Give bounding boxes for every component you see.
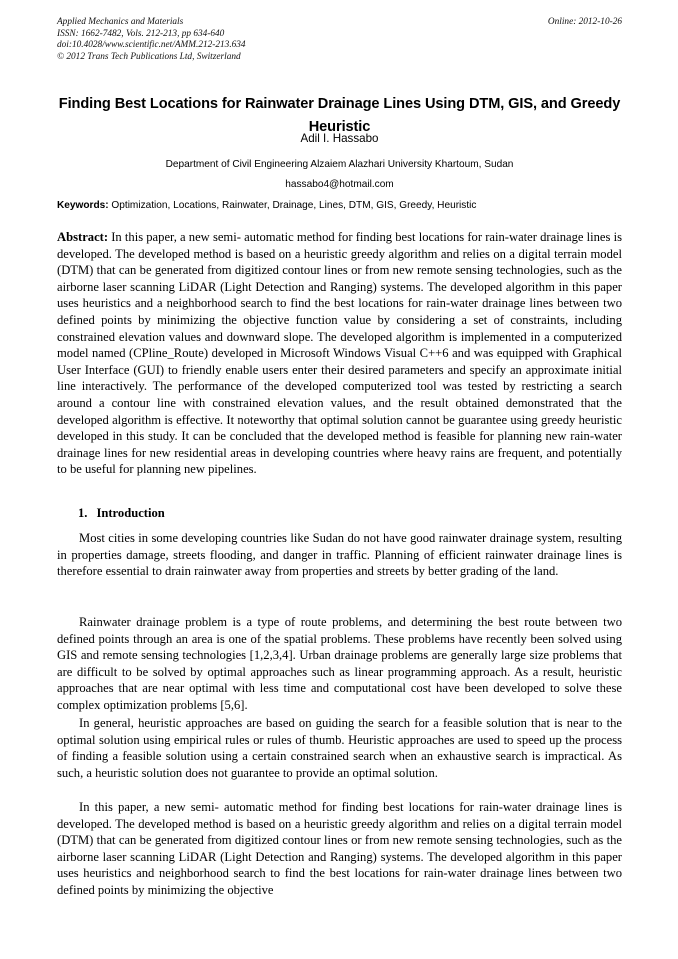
abstract-block bbox=[57, 229, 622, 478]
doi-line[interactable]: doi:10.4028/www.scientific.net/AMM.212-213.634 bbox=[57, 40, 246, 51]
abstract-text: In this paper, a new semi- automatic method for finding best locations for rain-water drainage lines is developed. The developed method is based on a heuristic greedy algorithm and relies on a digital terrain model (DTM) that can be generated from digitized contour lines or from new remote sensing technologies, such as the airborne laser scanning LiDAR (Light Detection and Ranging) systems. The developed algorithm in this paper uses heuristics and a neighborhood search to find the best locations for rain-water drainage lines between two defined points by minimizing the objective function value by considering a set of constraints, including constrained elevation values and downward slope. The developed algorithm is implemented in a computerized model named (CPline_Route) developed in Microsoft Windows Visual C++6 and was equipped with Graphical User Interface (GUI) to friendly enable users enter their desired parameters and specify an approximate initial line interactively. The performance of the developed computerized tool was tested by restricting a search around a contour line with constrained elevation values, and the result obtained demonstrated that the developed algorithm is effective. It noteworthy that optimal solution cannot be guarantee using greedy heuristic developed in this study. It can be concluded that the developed method is feasible for planning new rain-water drainage lines for new residential areas in developing countries where heavy rains are frequent, and potentially to be useful for planning new pipelines. bbox=[57, 230, 622, 477]
author-email[interactable]: hassabo4@hotmail.com bbox=[285, 179, 394, 190]
page-title: Finding Best Locations for Rainwater Drainage Lines Using DTM, GIS, and Greedy Heuristic bbox=[58, 95, 621, 135]
section-title: Introduction bbox=[96, 506, 165, 520]
author-name: Adil I. Hassabo bbox=[300, 132, 379, 145]
paragraph-text: In general, heuristic approaches are based on guiding the search for a feasible solution that is near to the optimal solution using empirical rules or rules of thumb. Heuristic approaches are used to speed up the process of finding a feasible solution using a certain constrained search when an exhaustive search is impractical. As such, a heuristic solution does not guarantee to provide an optimal solution. bbox=[57, 716, 622, 780]
keywords-line bbox=[57, 199, 622, 213]
copyright-line: © 2012 Trans Tech Publications Ltd, Switzerland bbox=[57, 51, 241, 62]
paragraph bbox=[57, 715, 622, 781]
section-heading-introduction bbox=[57, 505, 622, 522]
section-number: 1. bbox=[78, 506, 88, 520]
masthead-journal-row bbox=[57, 17, 622, 29]
paragraph-text: Rainwater drainage problem is a type of route problems, and determining the best route between two defined points through an area is one of the spatial problems. These problems have recently been solved using GIS and remote sensing technologies [1,2,3,4]. Urban drainage problems are generally large size problems that are difficult to be solved by optimal approaches such as linear programming approach. As a result, heuristic approaches that are near optimal with less time and computational cost have been developed to solve these complex optimization problems [5,6]. bbox=[57, 615, 622, 712]
keywords-label: Keywords: bbox=[57, 200, 109, 211]
abstract-label: Abstract: bbox=[57, 230, 109, 244]
online-date: Online: 2012-10-26 bbox=[547, 17, 622, 27]
keywords-value: Optimization, Locations, Rainwater, Drainage, Lines, DTM, GIS, Greedy, Heuristic bbox=[111, 200, 477, 211]
paragraph bbox=[57, 614, 622, 714]
paragraph-text: Most cities in some developing countries like Sudan do not have good rainwater drainage system, resulting in properties damage, streets flooding, and danger in traffic. Planning of efficient rainwater drainage lines is therefore essential to drain rainwater away from properties and streets by better grading of the land. bbox=[57, 531, 622, 579]
paragraph bbox=[57, 799, 622, 899]
paragraph-text: In this paper, a new semi- automatic method for finding best locations for rain-water drainage lines is developed. The developed method is based on a heuristic greedy algorithm and relies on a digital terrain model (DTM) that can be generated from digitized contour lines or from new remote sensing technologies, such as the airborne laser scanning LiDAR (Light Detection and Ranging) systems. The developed algorithm in this paper uses heuristics and neighborhood search to find the best locations for rain-water drainage lines between two defined points by minimizing the objective bbox=[57, 800, 622, 897]
paragraph bbox=[57, 530, 622, 580]
journal-name: Applied Mechanics and Materials bbox=[57, 17, 184, 27]
issn-line: ISSN: 1662-7482, Vols. 212-213, pp 634-640 bbox=[57, 28, 225, 39]
journal-masthead bbox=[57, 17, 622, 63]
author-affiliation: Department of Civil Engineering Alzaiem Alazhari University Khartoum, Sudan bbox=[165, 159, 514, 170]
